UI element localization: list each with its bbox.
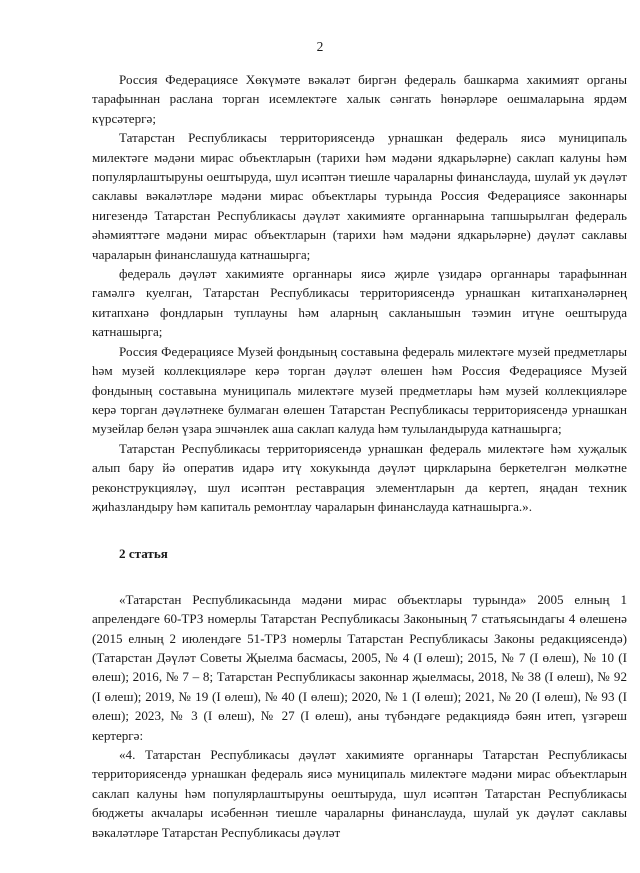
article-heading: 2 статья bbox=[119, 546, 168, 562]
paragraph: Россия Федерациясе Музей фондының составына федераль милектәге музей предметлары һәм музей коллекцияләре керә торган дәүләт өлешен һәм Россия Федерациясе Музей фондының составына муниципаль милектәге музей предметлары һәм музей коллекцияләре керә торган дәүләтнеке булмаган өлешен Татарстан Республикасы территориясендә урнашкан музейлар белән үзара эшчәнлек аша саклап калуда һәм тулыландыруда катнашырга; bbox=[92, 343, 627, 437]
page-number: 2 bbox=[316, 39, 324, 54]
paragraph: Татарстан Республикасы территориясендә урнашкан федераль яисә муниципаль милектәге мәдәни мирас объектларын (тарихи һәм мәдәни ядкарьләрне) саклап калуны һәм популярлаштыруны оештыруда, шул исәптән тиешле чараларны финанслауда, шулай ук дәүләт саклавы вәкаләтләре мәдәни мирас объектлары турында Россия Федерациясе законнары нигезендә Татарстан Республикасы дәүләт хакимияте органнарына тапшырылган федераль әһәмияттәге мәдәни мирас объектларын (тарихи һәм мәдәни ядкарьләрне) дәүләт саклавы чараларын финанслашуда катнашырга; bbox=[92, 130, 627, 262]
document-body bbox=[92, 70, 627, 842]
paragraph: «4. Татарстан Республикасы дәүләт хакимияте органнары Татарстан Республикасы территориясендә урнашкан федераль яисә муниципаль милектәге мәдәни мирас объектларын саклап калуны һәм популярлаштыруны оештыруда, шул исәптән Татарстан Республикасы бюджеты акчалары исәбеннән тиешле чараларны финанслауда, шулай ук дәүләт саклавы вәкаләтләре Татарстан Республикасы дәүләт bbox=[92, 747, 627, 840]
paragraph: федераль дәүләт хакимияте органнары яисә җирле үзидарә органнары тарафыннан гамәлгә куелган, Татарстан Республикасы территориясендә урнашкан китапханәләрнең китапханә фондларын туплауны һәм аларның сакланышын тәэмин итүне оештыруда катнашырга; bbox=[92, 266, 627, 340]
paragraph: «Татарстан Республикасында мәдәни мирас объектлары турында» 2005 елның 1 апрелендәге 60-ТРЗ номерлы Татарстан Республикасы Законының 7 статьясындагы 4 өлешенә (2015 елның 2 июлендәге 51-ТРЗ номерлы Татарстан Республикасы Законы редакциясендә) (Татарстан Дәүләт Советы Җыелма басмасы, 2005, № 4 (I өлеш); 2015, № 7 (I өлеш), № 10 (I өлеш); 2016, № 7 – 8; Татарстан Республикасы законнар җыелмасы, 2018, № 38 (I өлеш), № 92 (I өлеш); 2019, № 19 (I өлеш), № 40 (I өлеш); 2020, № 1 (I өлеш); 2021, № 20 (I өлеш), № 93 (I өлеш); 2023, № 3 (I өлеш), № 27 (I өлеш), аны түбәндәге редакциядә бәян итеп, үзгәреш кертергә: bbox=[92, 591, 627, 743]
paragraph: Россия Федерациясе Хөкүмәте вәкаләт биргән федераль башкарма хакимият органы тарафыннан раслана торган исемлектәге халык сәнгать һөнәрләре оешмаларына ярдәм күрсәтергә; bbox=[92, 72, 627, 126]
paragraph: Татарстан Республикасы территориясендә урнашкан федераль милектәге һәм хуҗалык алып бару йә оператив идарә итү хокукында дәүләт циркларына беркетелгән мөлкәтне реконструкцияләү, шул исәптән реставрация элементларын да кертеп, яңадан техник җиһазландыру һәм капиталь ремонтлау чараларын финанслауда катнашырга.». bbox=[92, 440, 627, 514]
